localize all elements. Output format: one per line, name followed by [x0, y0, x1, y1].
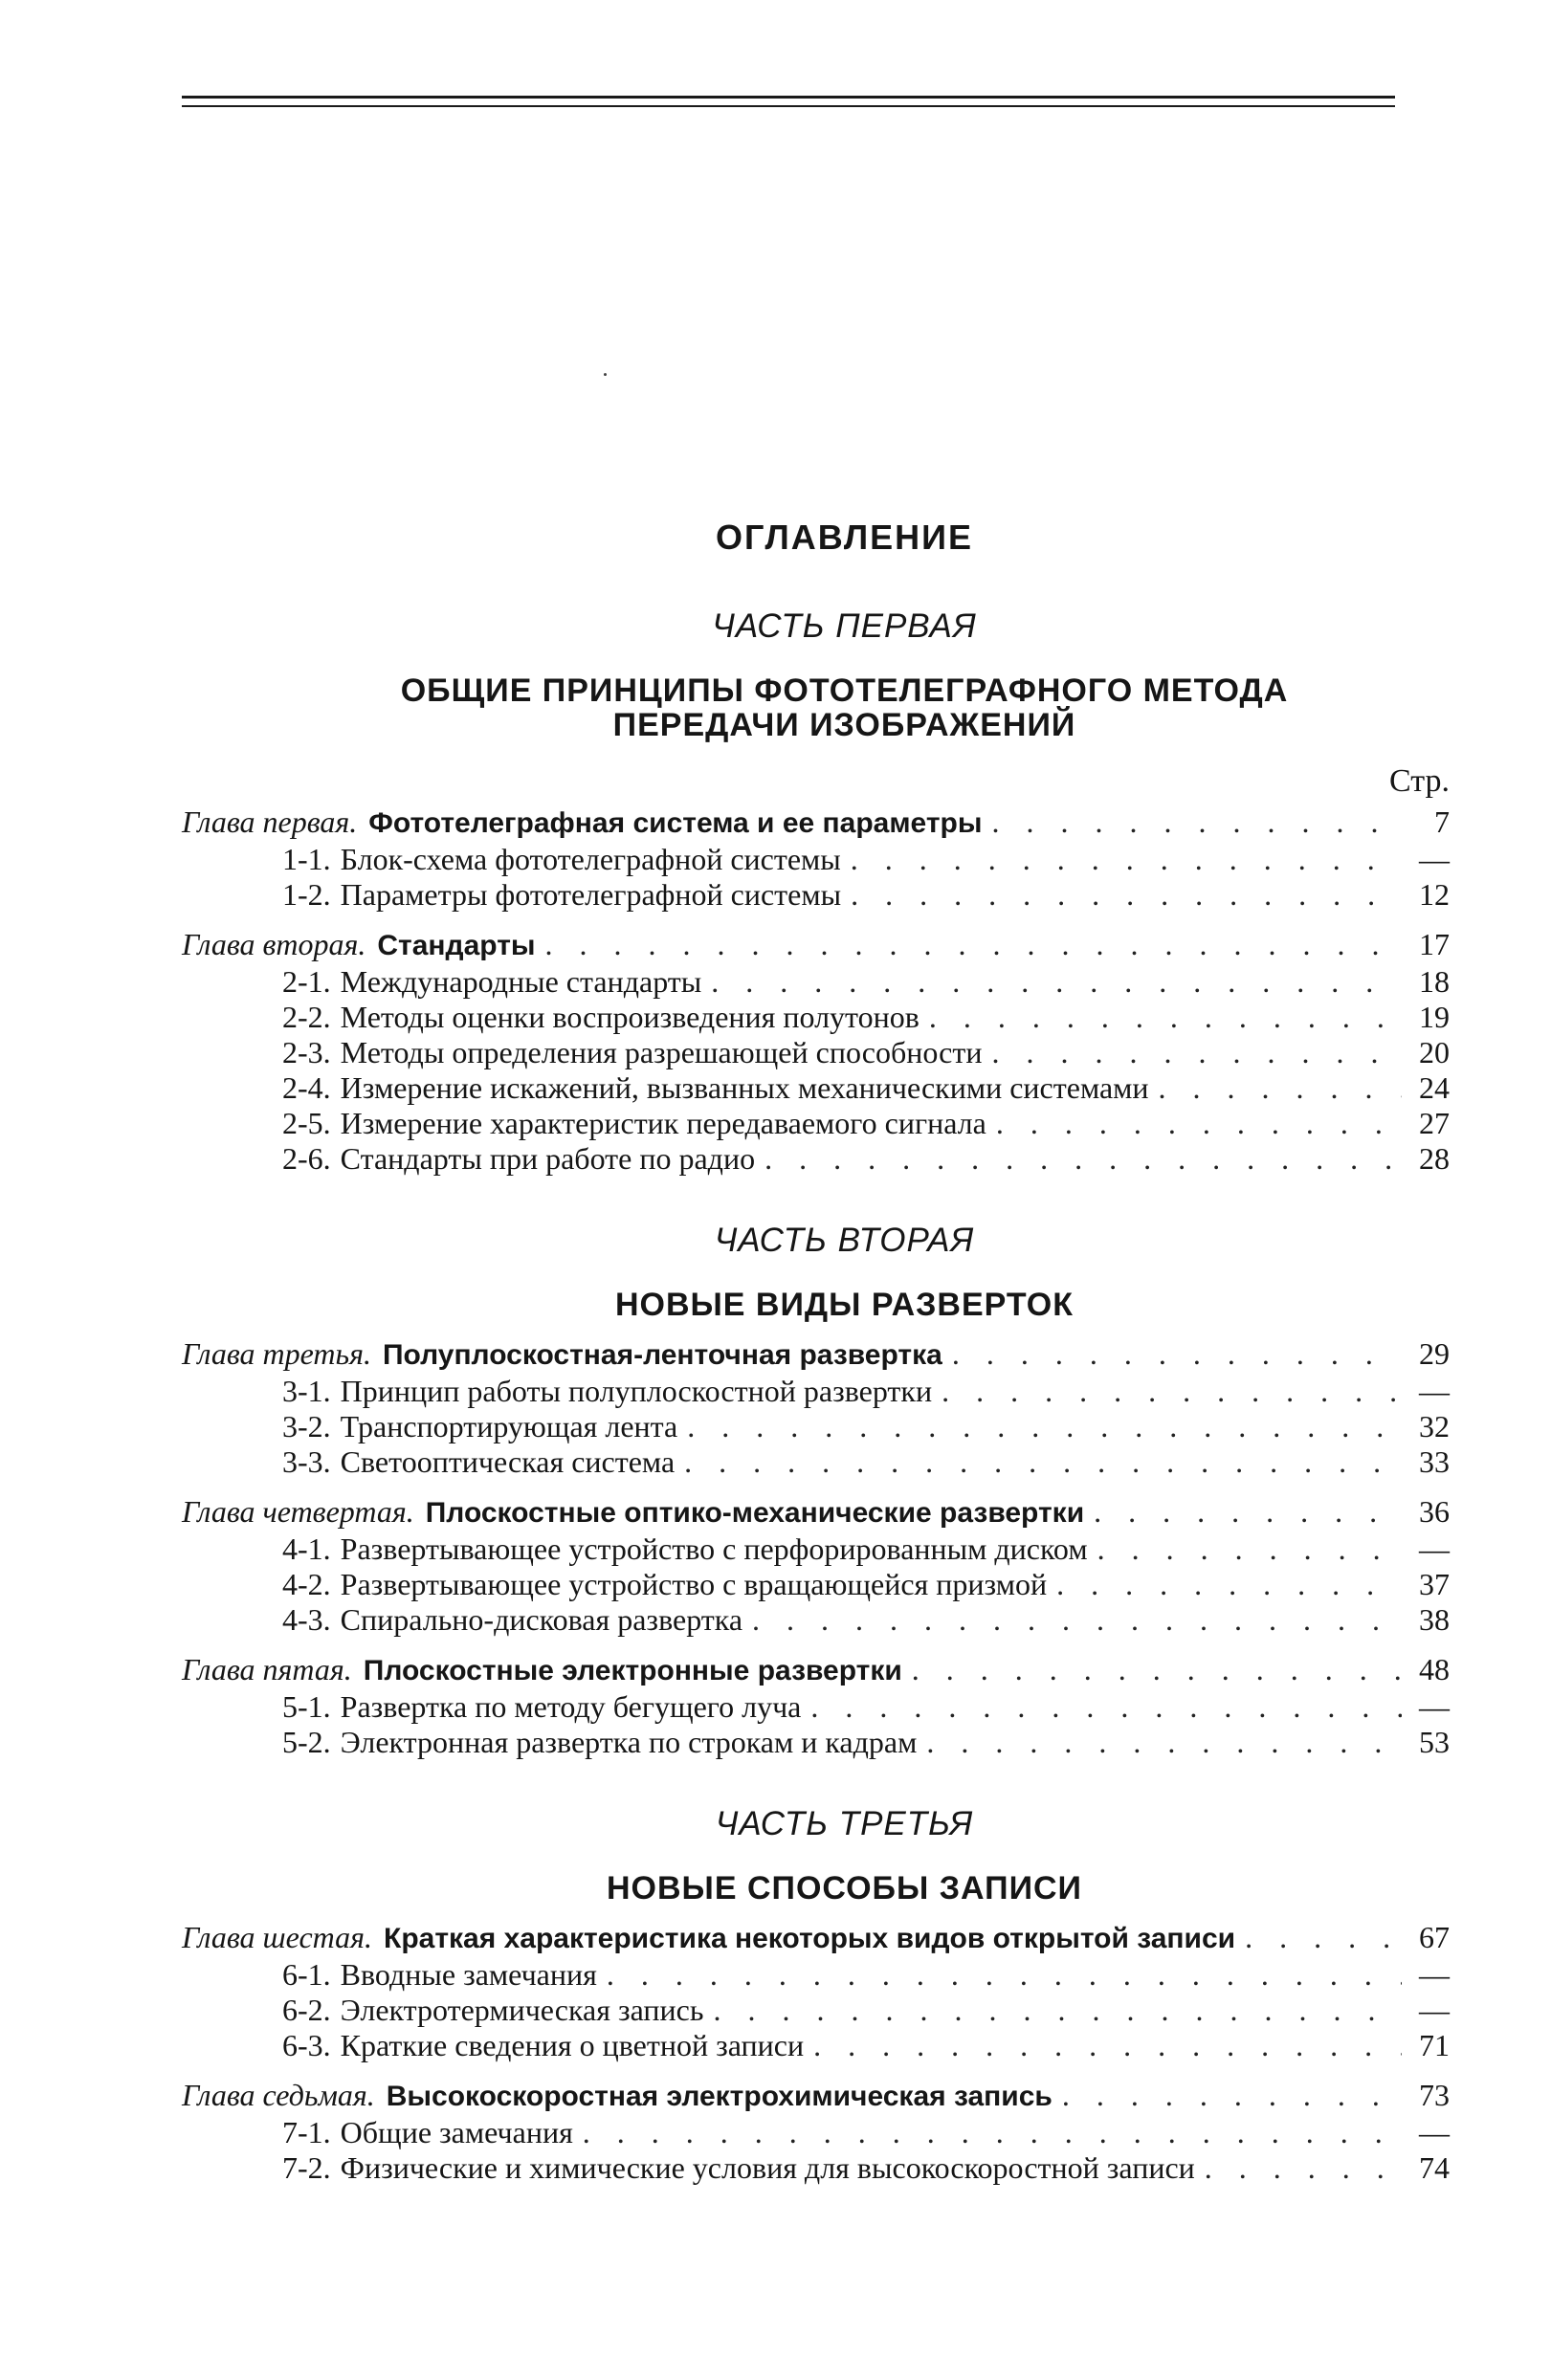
dot-leader [1056, 1567, 1402, 1602]
parts-container [182, 606, 1450, 2186]
part-block [182, 1221, 1450, 1760]
section-page-number: 38 [1419, 1602, 1450, 1637]
section-row[interactable] [182, 1374, 1450, 1409]
section-page-number: — [1419, 1374, 1450, 1408]
dot-leader [942, 1374, 1402, 1409]
part-title [182, 673, 1450, 742]
section-row[interactable] [182, 1532, 1450, 1567]
dot-leader [851, 842, 1402, 877]
chapter-title: Стандарты [377, 930, 536, 961]
section-title: Электротермическая запись [340, 1993, 704, 2027]
part-label: ЧАСТЬ ПЕРВАЯ [712, 607, 977, 645]
chapter-title: Краткая характеристика некоторых видов открытой записи [384, 1923, 1236, 1954]
section-title: Измерение искажений, вызванных механическими системами [340, 1070, 1149, 1105]
section-row[interactable] [182, 1689, 1450, 1725]
dot-leader [991, 1035, 1402, 1070]
section-number: 2-2. [282, 1000, 331, 1034]
section-page-number: 27 [1419, 1106, 1450, 1140]
dot-leader [813, 2028, 1402, 2063]
section-page-number: 33 [1419, 1444, 1450, 1479]
dot-leader [764, 1141, 1402, 1177]
section-row[interactable] [182, 1993, 1450, 2028]
chapter-row[interactable] [182, 926, 1450, 964]
part-block [182, 1804, 1450, 2186]
section-number: 6-3. [282, 2028, 331, 2062]
section-page-number: — [1419, 2115, 1450, 2149]
section-number: 3-3. [282, 1444, 331, 1479]
section-number: 5-1. [282, 1689, 331, 1724]
dot-leader [1205, 2150, 1402, 2186]
section-page-number: 71 [1419, 2028, 1450, 2062]
section-number: 2-1. [282, 964, 331, 999]
dot-leader [996, 1106, 1402, 1141]
section-title: Развертывающее устройство с вращающейся призмой [340, 1567, 1048, 1601]
section-title: Методы оценки воспроизведения полутонов [340, 1000, 920, 1034]
section-row[interactable] [182, 1567, 1450, 1602]
dot-leader [991, 804, 1402, 840]
section-title: Параметры фототелеграфной системы [340, 877, 842, 912]
section-title: Блок-схема фототелеграфной системы [340, 842, 841, 876]
section-row[interactable] [182, 2150, 1450, 2186]
section-row[interactable] [182, 964, 1450, 1000]
section-row[interactable] [182, 877, 1450, 913]
dot-leader [684, 1444, 1402, 1480]
section-page-number: 74 [1419, 2150, 1450, 2185]
chapter-row[interactable] [182, 804, 1450, 842]
section-title: Принцип работы полуплоскостной развертки [340, 1374, 933, 1408]
chapter-label: Глава шестая. [182, 1920, 373, 1954]
chapter-label: Глава седьмая. [182, 2078, 375, 2112]
section-title: Развертывающее устройство с перфорированным диском [340, 1532, 1088, 1566]
part-title-line: ПЕРЕДАЧИ ИЗОБРАЖЕНИЙ [612, 707, 1076, 743]
section-title: Развертка по методу бегущего луча [340, 1689, 802, 1724]
chapter-row[interactable] [182, 2077, 1450, 2115]
chapter-page-number: 73 [1419, 2078, 1450, 2112]
section-row[interactable] [182, 1725, 1450, 1760]
section-page-number: — [1419, 1993, 1450, 2027]
section-page-number: 19 [1419, 1000, 1450, 1034]
chapter-row[interactable] [182, 1335, 1450, 1374]
section-number: 6-2. [282, 1993, 331, 2027]
section-title: Международные стандарты [340, 964, 702, 999]
chapter-row[interactable] [182, 1493, 1450, 1532]
section-title: Транспортирующая лента [340, 1409, 678, 1443]
chapter-row[interactable] [182, 1651, 1450, 1689]
section-page-number: — [1419, 1689, 1450, 1724]
section-row[interactable] [182, 1141, 1450, 1177]
section-number: 1-1. [282, 842, 331, 876]
chapter-label: Глава вторая. [182, 927, 366, 961]
section-row[interactable] [182, 1035, 1450, 1070]
chapter-title: Плоскостные оптико-механические развертки [425, 1497, 1085, 1529]
section-title: Электронная развертка по строкам и кадрам [340, 1725, 918, 1759]
section-page-number: 20 [1419, 1035, 1450, 1069]
chapter-title: Полуплоскостная-ленточная развертка [382, 1339, 942, 1371]
part-title [182, 1288, 1450, 1322]
section-title: Измерение характеристик передаваемого сигнала [340, 1106, 986, 1140]
dot-leader [810, 1689, 1402, 1725]
chapter-title: Высокоскоростная электрохимическая запись [386, 2081, 1052, 2112]
chapter-row[interactable] [182, 1919, 1450, 1957]
part-block [182, 606, 1450, 1177]
table-of-contents [182, 517, 1450, 2186]
dot-leader [952, 1335, 1402, 1372]
section-number: 4-1. [282, 1532, 331, 1566]
dot-leader [929, 1000, 1402, 1035]
dot-leader [1094, 1493, 1402, 1530]
section-page-number: 24 [1419, 1070, 1450, 1105]
section-number: 7-1. [282, 2115, 331, 2149]
section-number: 2-4. [282, 1070, 331, 1105]
chapter-page-number: 7 [1434, 804, 1450, 839]
section-title: Стандарты при работе по радио [340, 1141, 756, 1176]
section-title: Физические и химические условия для высокоскоростной записи [340, 2150, 1195, 2185]
section-page-number: — [1419, 1957, 1450, 1992]
section-page-number: 28 [1419, 1141, 1450, 1176]
part-label: ЧАСТЬ ТРЕТЬЯ [715, 1805, 974, 1842]
dot-leader [583, 2115, 1402, 2150]
top-rule-thin [182, 105, 1395, 107]
section-title: Краткие сведения о цветной записи [340, 2028, 805, 2062]
section-number: 3-1. [282, 1374, 331, 1408]
part-label: ЧАСТЬ ВТОРАЯ [714, 1222, 975, 1259]
dot-leader [1097, 1532, 1402, 1567]
section-number: 2-3. [282, 1035, 331, 1069]
chapter-label: Глава четвертая. [182, 1494, 414, 1529]
section-row[interactable] [182, 1602, 1450, 1638]
dot-leader [1245, 1919, 1402, 1955]
section-title: Общие замечания [340, 2115, 573, 2149]
chapter-page-number: 67 [1419, 1920, 1450, 1954]
part-title-line: НОВЫЕ ВИДЫ РАЗВЕРТОК [614, 1287, 1075, 1323]
dot-leader [545, 926, 1402, 962]
section-row[interactable] [182, 842, 1450, 877]
chapter-label: Глава пятая. [182, 1652, 352, 1686]
section-row[interactable] [182, 2115, 1450, 2150]
dot-leader [1062, 2077, 1402, 2113]
print-speck [604, 373, 607, 376]
section-page-number: 32 [1419, 1409, 1450, 1443]
section-row[interactable] [182, 1106, 1450, 1141]
section-row[interactable] [182, 1070, 1450, 1106]
section-number: 4-3. [282, 1602, 331, 1637]
section-title: Светооптическая система [340, 1444, 676, 1479]
section-row[interactable] [182, 1957, 1450, 1993]
section-page-number: — [1419, 842, 1450, 876]
dot-leader [752, 1602, 1402, 1638]
part-title [182, 1871, 1450, 1906]
part-title-line: ОБЩИЕ ПРИНЦИПЫ ФОТОТЕЛЕГРАФНОГО МЕТОДА [400, 672, 1289, 709]
chapter-label: Глава третья. [182, 1336, 371, 1371]
dot-leader [713, 1993, 1402, 2028]
section-page-number: 37 [1419, 1567, 1450, 1601]
chapter-title: Фототелеграфная система и ее параметры [368, 807, 983, 839]
section-number: 2-6. [282, 1141, 331, 1176]
section-number: 7-2. [282, 2150, 331, 2185]
page-column-label: Стр. [1388, 763, 1450, 799]
section-page-number: 18 [1419, 964, 1450, 999]
chapter-page-number: 48 [1419, 1652, 1450, 1686]
dot-leader [687, 1409, 1402, 1444]
chapter-title: Плоскостные электронные развертки [363, 1655, 902, 1686]
section-number: 4-2. [282, 1567, 331, 1601]
chapter-label: Глава первая. [182, 804, 358, 839]
section-row[interactable] [182, 1409, 1450, 1444]
section-number: 1-2. [282, 877, 331, 912]
chapter-page-number: 17 [1419, 927, 1450, 961]
section-row[interactable] [182, 1000, 1450, 1035]
chapter-page-number: 29 [1419, 1336, 1450, 1371]
top-rule [182, 96, 1395, 99]
section-row[interactable] [182, 2028, 1450, 2063]
section-title: Спирально-дисковая развертка [340, 1602, 743, 1637]
section-page-number: 12 [1419, 877, 1450, 912]
section-page-number: 53 [1419, 1725, 1450, 1759]
dot-leader [607, 1957, 1402, 1993]
section-page-number: — [1419, 1532, 1450, 1566]
section-row[interactable] [182, 1444, 1450, 1480]
dot-leader [912, 1651, 1402, 1687]
section-title: Методы определения разрешающей способности [340, 1035, 983, 1069]
dot-leader [851, 877, 1402, 913]
part-title-line: НОВЫЕ СПОСОБЫ ЗАПИСИ [607, 1870, 1082, 1906]
dot-leader [711, 964, 1402, 1000]
section-number: 3-2. [282, 1409, 331, 1443]
page-title: ОГЛАВЛЕНИЕ [715, 518, 974, 557]
section-number: 6-1. [282, 1957, 331, 1992]
chapter-page-number: 36 [1419, 1494, 1450, 1529]
section-title: Вводные замечания [340, 1957, 597, 1992]
section-number: 2-5. [282, 1106, 331, 1140]
dot-leader [926, 1725, 1402, 1760]
dot-leader [1159, 1070, 1402, 1106]
section-number: 5-2. [282, 1725, 331, 1759]
